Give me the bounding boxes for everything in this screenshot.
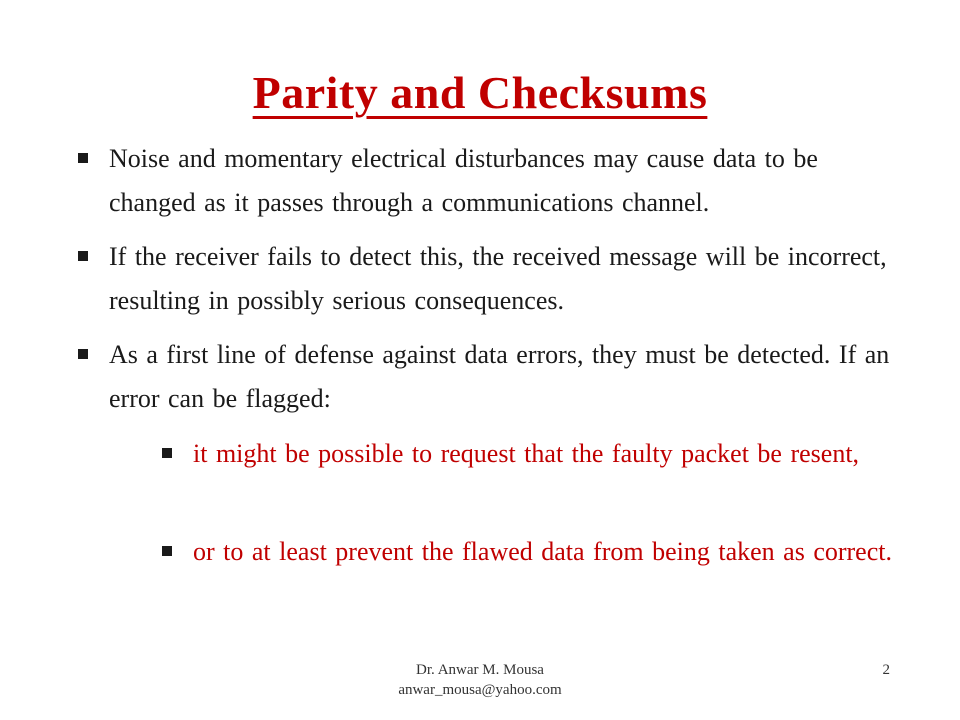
sub-bullet-text: it might be possible to request that the faulty packet be resent,	[193, 439, 860, 468]
bullet-text: If the receiver fails to detect this, the received message will be incorrect, resulting in possibly serious consequences.	[109, 242, 887, 315]
bullet-text: Noise and momentary electrical disturbances may cause data to be changed as it passes through a communications channel.	[109, 144, 818, 217]
bullet-item	[109, 235, 909, 323]
footer-author-email: anwar_mousa@yahoo.com	[398, 682, 562, 698]
square-bullet-icon	[78, 251, 88, 261]
slide-title-text: Parity and Checksums	[252, 67, 708, 118]
bullet-item	[109, 137, 909, 225]
square-bullet-icon	[162, 546, 172, 556]
square-bullet-icon	[78, 153, 88, 163]
bullet-text: As a first line of defense against data errors, they must be detected. If an error can be flagged:	[109, 340, 890, 413]
footer-author-name: Dr. Anwar M. Mousa	[416, 662, 544, 678]
sub-bullet-item	[193, 530, 913, 574]
bullet-item	[109, 333, 909, 421]
sub-bullet-item	[193, 432, 913, 476]
square-bullet-icon	[78, 349, 88, 359]
page-number: 2	[882, 662, 890, 678]
sub-bullet-text: or to at least prevent the flawed data from being taken as correct.	[193, 537, 892, 566]
square-bullet-icon	[162, 448, 172, 458]
footer-author-block	[330, 660, 630, 700]
